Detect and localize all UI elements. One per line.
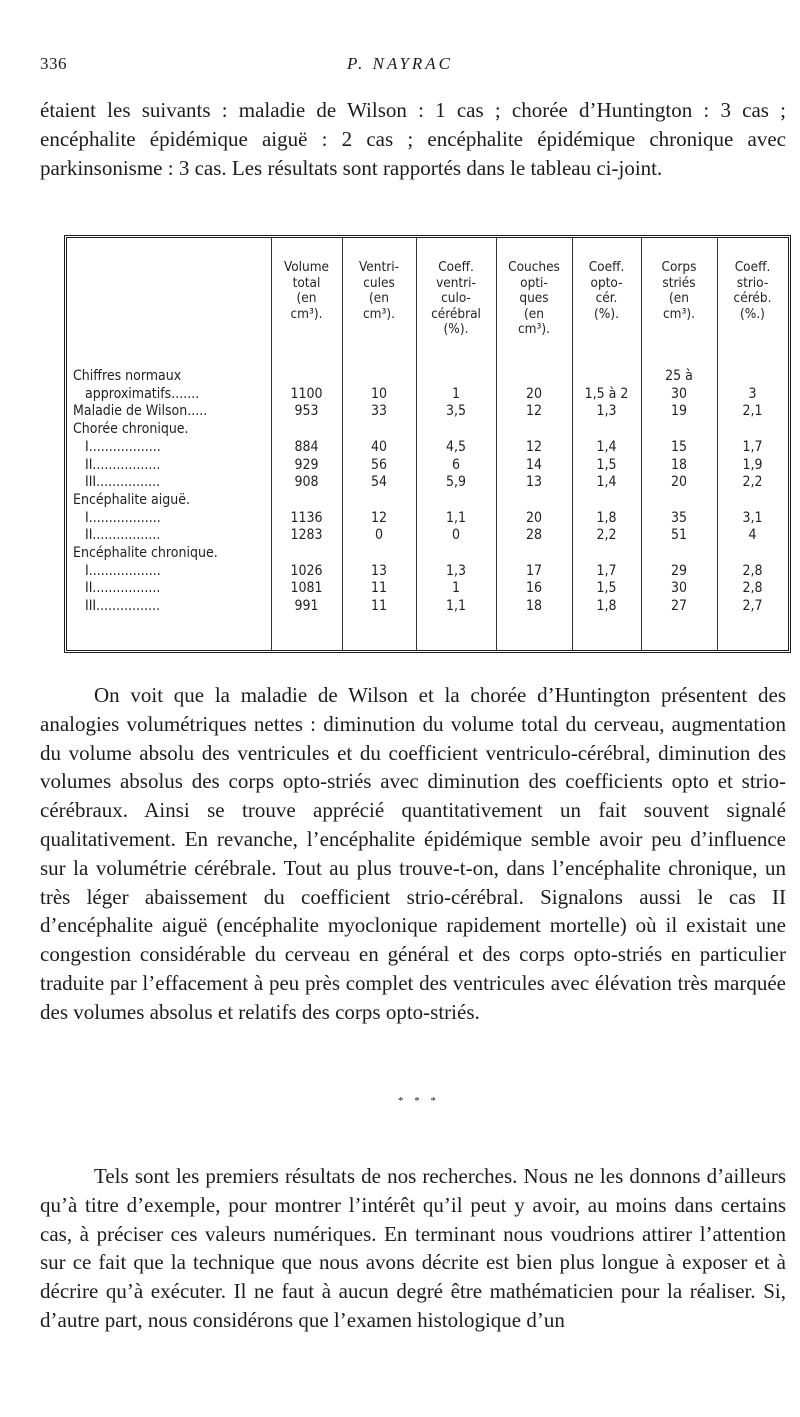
table-header-cell [641,260,717,322]
table-header-line: Corps [661,259,697,275]
table-row-label: I.................. [85,438,161,455]
table-row-label: Chorée chronique. [73,421,189,438]
table-cell: 1,1 [445,598,467,615]
table-header-cell [717,260,788,322]
paragraph-conclusion: Tels sont les premiers résultats de nos recherches. Nous ne les donnons d’ailleurs qu’à titre d’exemple, pour montrer l’intérêt qu’il peut y avoir, au moins dans certains cas, à préciser ces valeurs numériques. En terminant nous voudrions attirer l’attention sur ce fait que la technique que nous avons décrite est bien plus longue à exposer et à décrire qu’à exécuter. Il ne faut à aucun degré être mathématicien pour la réaliser. Si, d’autre part, nous considérons que l’examen histologique d’un [40,1164,786,1332]
table-header-line: ventri- [436,274,476,291]
table-cell: 1,4 [596,474,617,491]
table-header-cell [496,260,572,338]
table-header-line: opti- [520,274,548,291]
table-header-line: strio- [736,274,769,291]
table-cell: 1,8 [596,509,617,526]
table-header-line: Coeff. [734,259,771,275]
table-cell: 1,3 [445,562,467,579]
table-cell: 19 [670,403,688,420]
table-header-cell [416,260,496,338]
table-cell: 51 [670,527,688,544]
table-cell: 2,2 [742,474,763,491]
table-header-line: striés [662,274,696,291]
volumetric-results-table [64,235,791,653]
table-row [67,527,788,544]
table-cell: 12 [525,438,543,455]
table-cell: 29 [670,562,688,579]
table-header-line: opto- [590,274,623,291]
table-cell: 25 à [665,368,693,384]
table-cell: 2,1 [742,403,763,420]
table-cell: 884 [294,438,319,455]
table-header-line: Couches [508,259,560,275]
page-number: 336 [40,54,67,73]
table-row-label: Chiffres normaux [73,368,182,384]
table-cell: 15 [670,438,688,455]
table-cell: 1136 [290,509,323,526]
table-header-line: (%). [594,305,619,322]
table-row [67,598,788,615]
table-row [67,457,788,474]
table-header-line: cm³). [290,305,323,322]
table-cell: 1,7 [596,562,617,579]
table-row-label: I.................. [85,562,161,579]
table-row [67,386,788,403]
table-header-line: (%). [443,321,469,337]
table-row-label: Encéphalite chronique. [73,545,218,561]
table-cell: 17 [525,562,543,579]
table-row-label: III................ [85,598,161,615]
table-header-line: cér. [595,290,618,306]
table-header-line: Coeff. [438,259,474,275]
table-cell: 27 [670,598,688,615]
paragraph-discussion: On voit que la maladie de Wilson et la chorée d’Huntington présentent des analogies volumétriques nettes : diminution du volume total du cerveau, augmentation du volume absolu des ventricules et du coefficient ventriculo-cérébral, diminution des volumes absolus des corps opto-striés avec diminution des coefficients opto et strio-cérébraux. Ainsi se trouve apprécié quantitativement un fait souvent signalé qualitativement. En revanche, l’encéphalite épidémique semble avoir peu d’influence sur la volumétrie cérébrale. Tout au plus trouve-t-on, dans l’encéphalite chronique, un très léger abaissement du coefficient strio-cérébral. Signalons aussi le cas II d’encéphalite aiguë (encéphalite myoclonique rapidement mortelle) où il existait une congestion considérable du cerveau en général et des corps opto-striés en particulier traduite par l’effacement à peu près complet des ventricules avec élévation très marquée des volumes absolus et relatifs des corps opto-striés. [40,683,786,1024]
table-header-line: ques [519,290,549,306]
table-cell: 11 [370,580,388,597]
table-cell: 20 [670,474,688,491]
table-cell: 929 [294,456,319,473]
running-head [40,54,760,78]
table-row-label: III................ [85,474,161,491]
table-cell: 30 [670,580,688,597]
table-cell: 40 [370,438,388,455]
table-row [67,403,788,420]
table-row-label: II................. [85,456,161,473]
table-cell: 2,2 [596,527,617,544]
table-cell: 54 [370,474,388,491]
table-cell: 13 [525,474,543,491]
table-cell: 1283 [290,527,323,544]
table-cell: 20 [525,509,543,526]
table-header-line: cm³). [663,305,695,322]
table-header-line: total [292,274,321,291]
table-cell: 33 [370,403,388,420]
table-cell: 5,9 [445,474,467,491]
table-header-line: cules [363,274,395,291]
table-cell: 1,1 [445,509,467,526]
table-cell: 2,8 [742,580,763,597]
running-author: P. NAYRAC [346,54,454,73]
table-cell: 4,5 [445,438,467,455]
table-header-cell [572,260,641,322]
table-cell: 1100 [290,385,323,402]
table-cell: 3,5 [445,403,467,420]
paragraph-intro: étaient les suivants : maladie de Wilson : 1 cas ; chorée d’Huntington : 3 cas ; encéphalite épidémique aiguë : 2 cas ; encéphalite épidémique chronique avec parkinsonisme : 3 cas. Les résultats sont rapportés dans le tableau ci-joint. [40,98,786,180]
table-cell: 1 [451,385,460,402]
table-row-label: Encéphalite aiguë. [73,491,190,508]
table-header-line: (%.) [740,305,765,322]
table-cell: 12 [525,403,543,420]
table-cell: 1,9 [742,456,763,473]
table-row [67,421,788,438]
table-row [67,510,788,527]
table-cell: 1,5 [596,580,617,597]
table-header-line: Volume [283,259,330,275]
table-header-line: Coeff. [588,259,625,275]
table-cell: 1026 [290,562,323,579]
table-cell: 12 [370,509,388,526]
table-row [67,563,788,580]
table-cell: 1,5 à 2 [584,385,629,402]
table-cell: 13 [370,562,388,579]
table-cell: 1,3 [596,403,617,420]
table-header-line: céréb. [733,290,772,306]
table-row-label: II................. [85,527,161,544]
table-header-line: (en [524,305,544,322]
table-cell: 2,7 [742,598,763,615]
table-cell: 1,8 [596,598,617,615]
table-row [67,439,788,456]
table-header-line: cm³). [518,321,550,337]
table-cell: 1 [451,580,460,597]
table-cell: 20 [525,385,543,402]
table-row-label: approximatifs....... [85,385,200,402]
section-separator-stars: * * * [398,1095,440,1107]
table-row-label: I.................. [85,509,161,526]
table-cell: 3,1 [742,509,763,526]
table-header-line: (en [369,290,389,306]
table-header-cell [271,260,342,322]
table-cell: 56 [370,456,388,473]
table-cell: 4 [748,527,757,544]
table-header-cell [342,260,416,322]
table-cell: 1,7 [742,438,763,455]
table-row-label: Maladie de Wilson..... [73,403,208,420]
table-row [67,368,788,385]
table-header-line: (en [669,290,689,306]
table-cell: 35 [670,509,688,526]
table-cell: 10 [370,385,388,402]
table-cell: 2,8 [742,562,763,579]
table-row [67,580,788,597]
table-cell: 18 [525,598,543,615]
table-row [67,545,788,562]
table-row-label: II................. [85,580,161,597]
table-cell: 28 [525,527,543,544]
table-cell: 0 [374,527,383,544]
table-header-line: (en [296,290,317,306]
table-cell: 14 [525,456,543,473]
table-cell: 11 [370,598,388,615]
table-header-line: cm³). [363,305,395,322]
table-cell: 0 [451,527,460,544]
table-row [67,492,788,509]
table-row [67,474,788,491]
table-cell: 30 [670,385,688,402]
table-cell: 3 [748,385,757,402]
table-cell: 908 [294,474,319,491]
table-header-line: cérébral [431,305,481,322]
table-cell: 991 [294,598,319,615]
table-cell: 1,4 [596,438,617,455]
table-header-line: Ventri- [359,259,399,275]
table-cell: 18 [670,456,688,473]
table-cell: 1081 [290,580,323,597]
table-cell: 6 [451,456,460,473]
table-header-line: culo- [441,290,471,306]
table-cell: 1,5 [596,456,617,473]
table-cell: 953 [294,403,319,420]
table-cell: 16 [525,580,543,597]
